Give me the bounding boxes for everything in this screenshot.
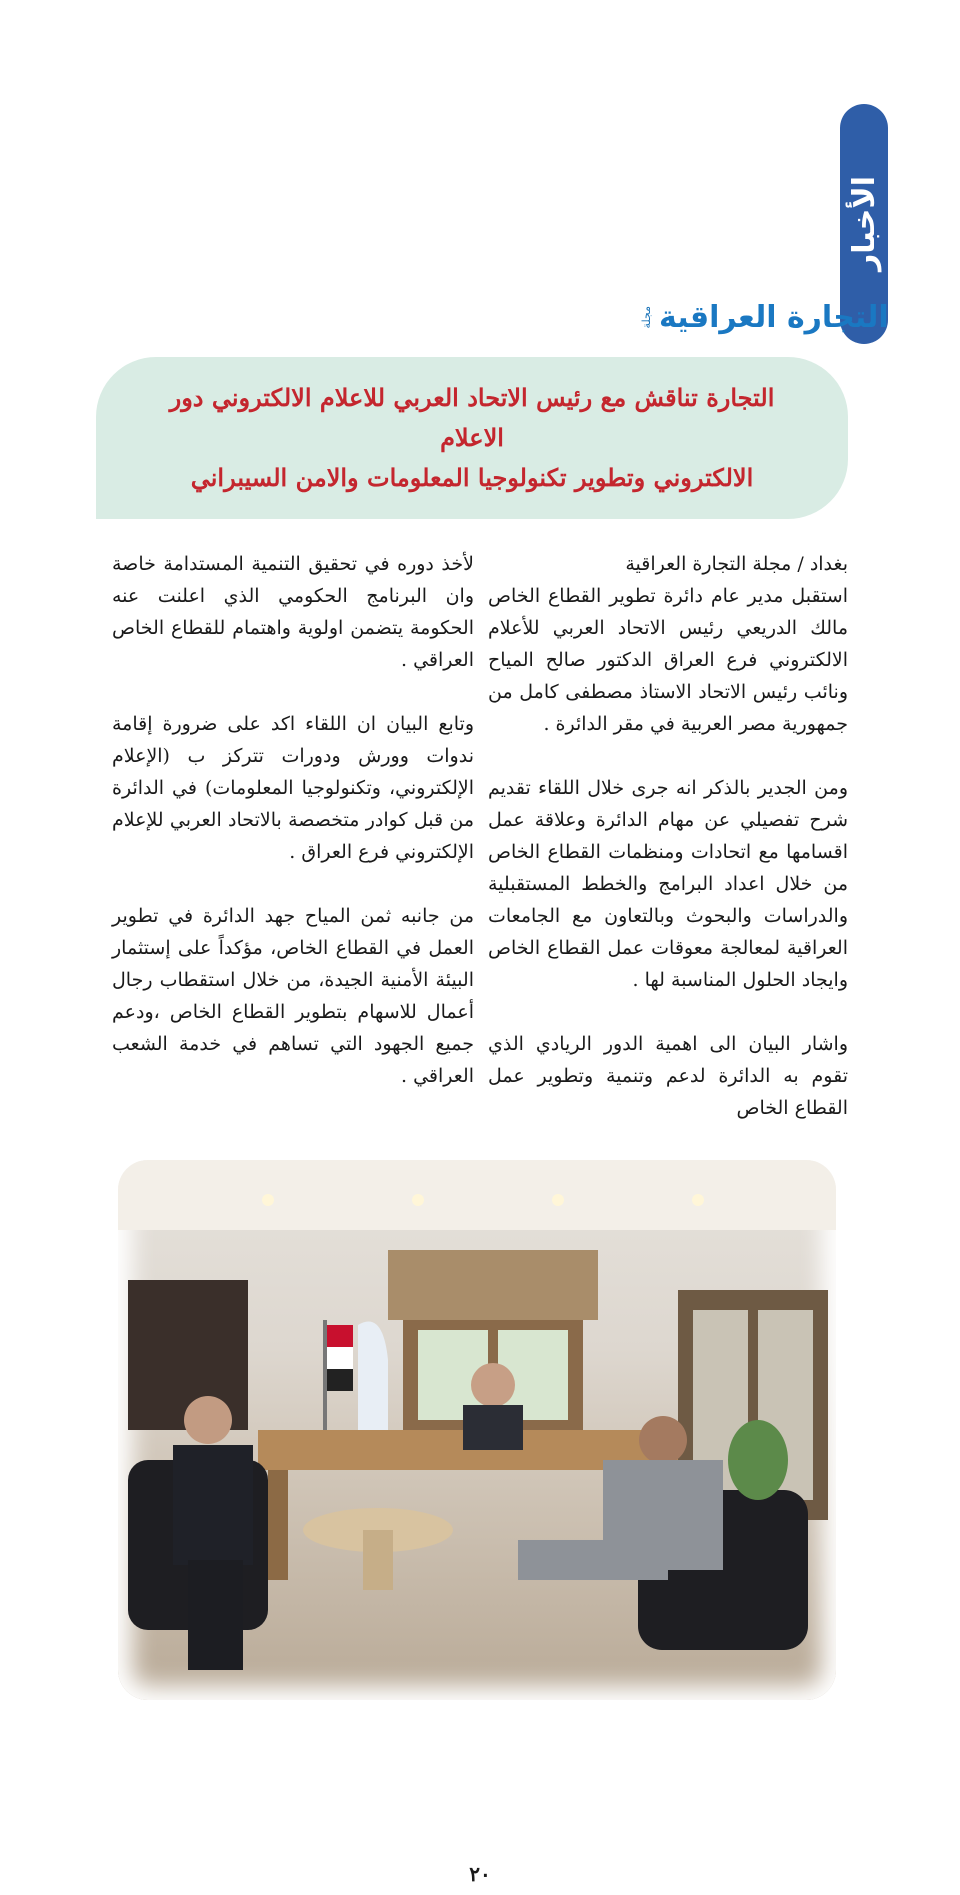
article-paragraph: من جانبه ثمن المياح جهد الدائرة في تطوير العمل في القطاع الخاص، مؤكداً على إستثمار البيئة الأمنية الجيدة، من خلال استقطاب رجال أعمال للاسهام بتطوير القطاع الخاص ،ودعم جميع الجهود التي تساهم في خدمة الشعب العراقي . — [112, 905, 474, 1087]
article-paragraph: لأخذ دوره في تحقيق التنمية المستدامة خاصة وان البرنامج الحكومي الذي اعلنت عنه الحكومة يتضمن اولوية واهتمام للقطاع الخاص العراقي . — [112, 553, 474, 671]
headline-line-1: التجارة تناقش مع رئيس الاتحاد العربي للاعلام الالكتروني دور الاعلام — [169, 383, 775, 452]
article-byline: بغداد / مجلة التجارة العراقية — [625, 553, 848, 575]
article-paragraph: استقبل مدير عام دائرة تطوير القطاع الخاص مالك الدريعي رئيس الاتحاد العربي للأعلام الالكتروني فرع العراق الدكتور صالح المياح ونائب رئيس الاتحاد الاستاذ مصطفى كامل من جمهورية مصر العربية في مقر الدائرة . — [488, 585, 848, 735]
article-paragraph: واشار البيان الى اهمية الدور الريادي الذي تقوم به الدائرة لدعم وتنمية وتطوير عمل القطاع الخاص — [488, 1033, 848, 1119]
masthead-name: التجارة العراقية — [659, 299, 889, 335]
article-column-right — [488, 548, 848, 1156]
headline-box — [96, 357, 848, 519]
section-label: الأخبار — [846, 176, 882, 272]
page-number: ٢٠ — [469, 1862, 491, 1886]
article-column-left — [112, 548, 474, 1124]
headline — [96, 378, 848, 498]
article-paragraph: وتابع البيان ان اللقاء اكد على ضرورة إقامة ندوات وورش ودورات تتركز ب (الإعلام الإلكتروني، وتكنولوجيا المعلومات) في الدائرة من قبل كوادر متخصصة بالاتحاد العربي للإعلام الإلكتروني فرع العراق . — [112, 713, 474, 863]
meeting-photo — [118, 1160, 836, 1700]
masthead-logo — [640, 290, 889, 344]
headline-line-2: الالكتروني وتطوير تكنولوجيا المعلومات والامن السيبراني — [190, 463, 754, 492]
article-paragraph: ومن الجدير بالذكر انه جرى خلال اللقاء تقديم شرح تفصيلي عن مهام الدائرة وعلاقة عمل اقسامها مع اتحادات ومنظمات القطاع الخاص من خلال اعداد البرامج والخطط المستقبلية والدراسات والبحوث وبالتعاون مع الجامعات العراقية لمعالجة معوقات عمل القطاع الخاص وايجاد الحلول المناسبة لها . — [488, 777, 848, 991]
meeting-photo-illustration — [118, 1160, 836, 1700]
masthead-magazine-word: مجلة — [640, 305, 653, 329]
